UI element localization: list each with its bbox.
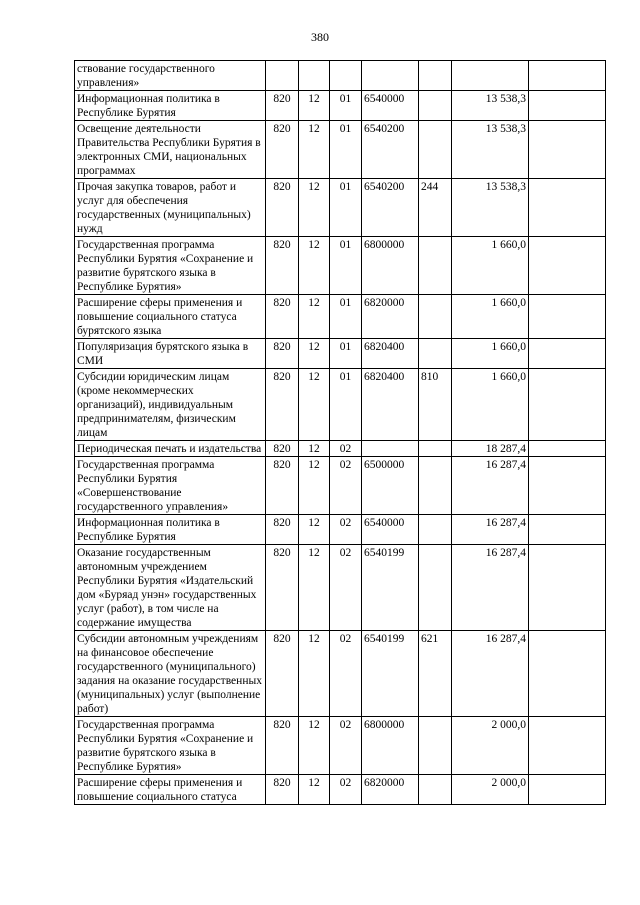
row-name-cell: Государственная программа Республики Бурятия «Сохранение и развитие бурятского языка в Республике Бурятия»: [75, 237, 266, 295]
row-empty-cell: [529, 457, 606, 515]
row-rz-cell: 12: [299, 545, 330, 631]
row-name-cell: Информационная политика в Республике Бурятия: [75, 91, 266, 121]
row-vr-cell: 810: [419, 369, 452, 441]
row-name-cell: Субсидии юридическим лицам (кроме некоммерческих организаций), индивидуальным предпринимателям, физическим лицам: [75, 369, 266, 441]
row-vr-cell: 621: [419, 631, 452, 717]
row-sum-cell: [452, 61, 529, 91]
row-vr-cell: [419, 515, 452, 545]
table-row: [75, 295, 606, 339]
table-row: [75, 717, 606, 775]
row-name-cell: Популяризация бурятского языка в СМИ: [75, 339, 266, 369]
row-cs-cell: 6540200: [362, 121, 419, 179]
row-rz-cell: 12: [299, 91, 330, 121]
row-empty-cell: [529, 515, 606, 545]
row-name-cell: Освещение деятельности Правительства Республики Бурятия в электронных СМИ, национальных программах: [75, 121, 266, 179]
row-vr-cell: [419, 61, 452, 91]
row-sum-cell: 16 287,4: [452, 545, 529, 631]
row-cs-cell: 6820400: [362, 339, 419, 369]
row-name-cell: Расширение сферы применения и повышение социального статуса бурятского языка: [75, 295, 266, 339]
row-pr-cell: [330, 61, 362, 91]
row-rz-cell: 12: [299, 441, 330, 457]
row-name-cell: Оказание государственным автономным учреждением Республики Бурятия «Издательский дом «Буряад унэн» государственных услуг (работ), в том числе на содержание имущества: [75, 545, 266, 631]
table-row: [75, 515, 606, 545]
row-cs-cell: 6500000: [362, 457, 419, 515]
row-empty-cell: [529, 295, 606, 339]
row-name-cell: Государственная программа Республики Бурятия «Совершенствование государственного управления»: [75, 457, 266, 515]
row-cs-cell: 6820400: [362, 369, 419, 441]
row-cs-cell: [362, 441, 419, 457]
row-gr-cell: 820: [266, 717, 299, 775]
row-vr-cell: [419, 121, 452, 179]
table-row: [75, 339, 606, 369]
row-sum-cell: 1 660,0: [452, 339, 529, 369]
row-pr-cell: 02: [330, 775, 362, 805]
row-gr-cell: 820: [266, 237, 299, 295]
table-row: [75, 237, 606, 295]
row-empty-cell: [529, 61, 606, 91]
row-name-cell: Государственная программа Республики Бурятия «Сохранение и развитие бурятского языка в Республике Бурятия»: [75, 717, 266, 775]
row-pr-cell: 02: [330, 717, 362, 775]
row-rz-cell: 12: [299, 179, 330, 237]
row-rz-cell: 12: [299, 457, 330, 515]
row-pr-cell: 02: [330, 631, 362, 717]
row-gr-cell: 820: [266, 339, 299, 369]
row-rz-cell: 12: [299, 339, 330, 369]
row-rz-cell: 12: [299, 369, 330, 441]
row-cs-cell: 6540000: [362, 91, 419, 121]
row-cs-cell: 6800000: [362, 237, 419, 295]
row-gr-cell: 820: [266, 121, 299, 179]
row-empty-cell: [529, 339, 606, 369]
row-cs-cell: 6540200: [362, 179, 419, 237]
row-vr-cell: [419, 545, 452, 631]
page-number: 380: [311, 30, 329, 44]
row-rz-cell: 12: [299, 717, 330, 775]
row-sum-cell: 13 538,3: [452, 121, 529, 179]
row-sum-cell: 16 287,4: [452, 457, 529, 515]
row-gr-cell: 820: [266, 545, 299, 631]
row-sum-cell: 1 660,0: [452, 295, 529, 339]
row-empty-cell: [529, 717, 606, 775]
row-sum-cell: 13 538,3: [452, 91, 529, 121]
table-row: [75, 545, 606, 631]
row-sum-cell: 16 287,4: [452, 515, 529, 545]
row-rz-cell: 12: [299, 121, 330, 179]
row-vr-cell: [419, 91, 452, 121]
row-empty-cell: [529, 91, 606, 121]
row-name-cell: Периодическая печать и издательства: [75, 441, 266, 457]
row-sum-cell: 18 287,4: [452, 441, 529, 457]
row-pr-cell: 01: [330, 295, 362, 339]
row-vr-cell: 244: [419, 179, 452, 237]
row-cs-cell: 6540199: [362, 631, 419, 717]
row-gr-cell: 820: [266, 631, 299, 717]
row-empty-cell: [529, 237, 606, 295]
row-pr-cell: 02: [330, 457, 362, 515]
row-empty-cell: [529, 441, 606, 457]
row-pr-cell: 02: [330, 441, 362, 457]
table-row: [75, 775, 606, 805]
row-pr-cell: 01: [330, 339, 362, 369]
row-cs-cell: [362, 61, 419, 91]
row-sum-cell: 1 660,0: [452, 237, 529, 295]
table-row: [75, 121, 606, 179]
table-row: [75, 91, 606, 121]
row-name-cell: Субсидии автономным учреждениям на финансовое обеспечение государственного (муниципального) задания на оказание государственных (муниципальных) услуг (выполнение работ): [75, 631, 266, 717]
table-row: [75, 457, 606, 515]
row-empty-cell: [529, 631, 606, 717]
row-rz-cell: [299, 61, 330, 91]
row-name-cell: ствование государственного управления»: [75, 61, 266, 91]
row-rz-cell: 12: [299, 295, 330, 339]
row-name-cell: Информационная политика в Республике Бурятия: [75, 515, 266, 545]
row-gr-cell: 820: [266, 369, 299, 441]
row-empty-cell: [529, 121, 606, 179]
row-pr-cell: 01: [330, 121, 362, 179]
row-pr-cell: 02: [330, 515, 362, 545]
row-rz-cell: 12: [299, 631, 330, 717]
row-vr-cell: [419, 457, 452, 515]
row-cs-cell: 6800000: [362, 717, 419, 775]
row-gr-cell: 820: [266, 515, 299, 545]
row-pr-cell: 02: [330, 545, 362, 631]
row-gr-cell: 820: [266, 179, 299, 237]
row-rz-cell: 12: [299, 237, 330, 295]
row-sum-cell: 13 538,3: [452, 179, 529, 237]
table-row: [75, 369, 606, 441]
row-vr-cell: [419, 717, 452, 775]
row-gr-cell: 820: [266, 775, 299, 805]
row-gr-cell: 820: [266, 441, 299, 457]
row-cs-cell: 6540199: [362, 545, 419, 631]
row-rz-cell: 12: [299, 515, 330, 545]
row-sum-cell: 16 287,4: [452, 631, 529, 717]
row-sum-cell: 2 000,0: [452, 717, 529, 775]
row-gr-cell: 820: [266, 91, 299, 121]
row-name-cell: Расширение сферы применения и повышение социального статуса: [75, 775, 266, 805]
table-row: [75, 61, 606, 91]
row-sum-cell: 2 000,0: [452, 775, 529, 805]
row-sum-cell: 1 660,0: [452, 369, 529, 441]
row-vr-cell: [419, 775, 452, 805]
row-pr-cell: 01: [330, 369, 362, 441]
row-empty-cell: [529, 369, 606, 441]
row-gr-cell: 820: [266, 457, 299, 515]
row-rz-cell: 12: [299, 775, 330, 805]
row-gr-cell: [266, 61, 299, 91]
row-pr-cell: 01: [330, 91, 362, 121]
row-empty-cell: [529, 179, 606, 237]
table-row: [75, 631, 606, 717]
table-row: [75, 179, 606, 237]
row-vr-cell: [419, 295, 452, 339]
budget-table-body: [75, 61, 606, 805]
row-cs-cell: 6540000: [362, 515, 419, 545]
row-empty-cell: [529, 545, 606, 631]
row-cs-cell: 6820000: [362, 775, 419, 805]
budget-table: [74, 60, 606, 805]
row-pr-cell: 01: [330, 179, 362, 237]
row-pr-cell: 01: [330, 237, 362, 295]
row-vr-cell: [419, 441, 452, 457]
row-cs-cell: 6820000: [362, 295, 419, 339]
table-row: [75, 441, 606, 457]
row-name-cell: Прочая закупка товаров, работ и услуг для обеспечения государственных (муниципальных) нужд: [75, 179, 266, 237]
row-vr-cell: [419, 339, 452, 369]
row-gr-cell: 820: [266, 295, 299, 339]
row-vr-cell: [419, 237, 452, 295]
row-empty-cell: [529, 775, 606, 805]
